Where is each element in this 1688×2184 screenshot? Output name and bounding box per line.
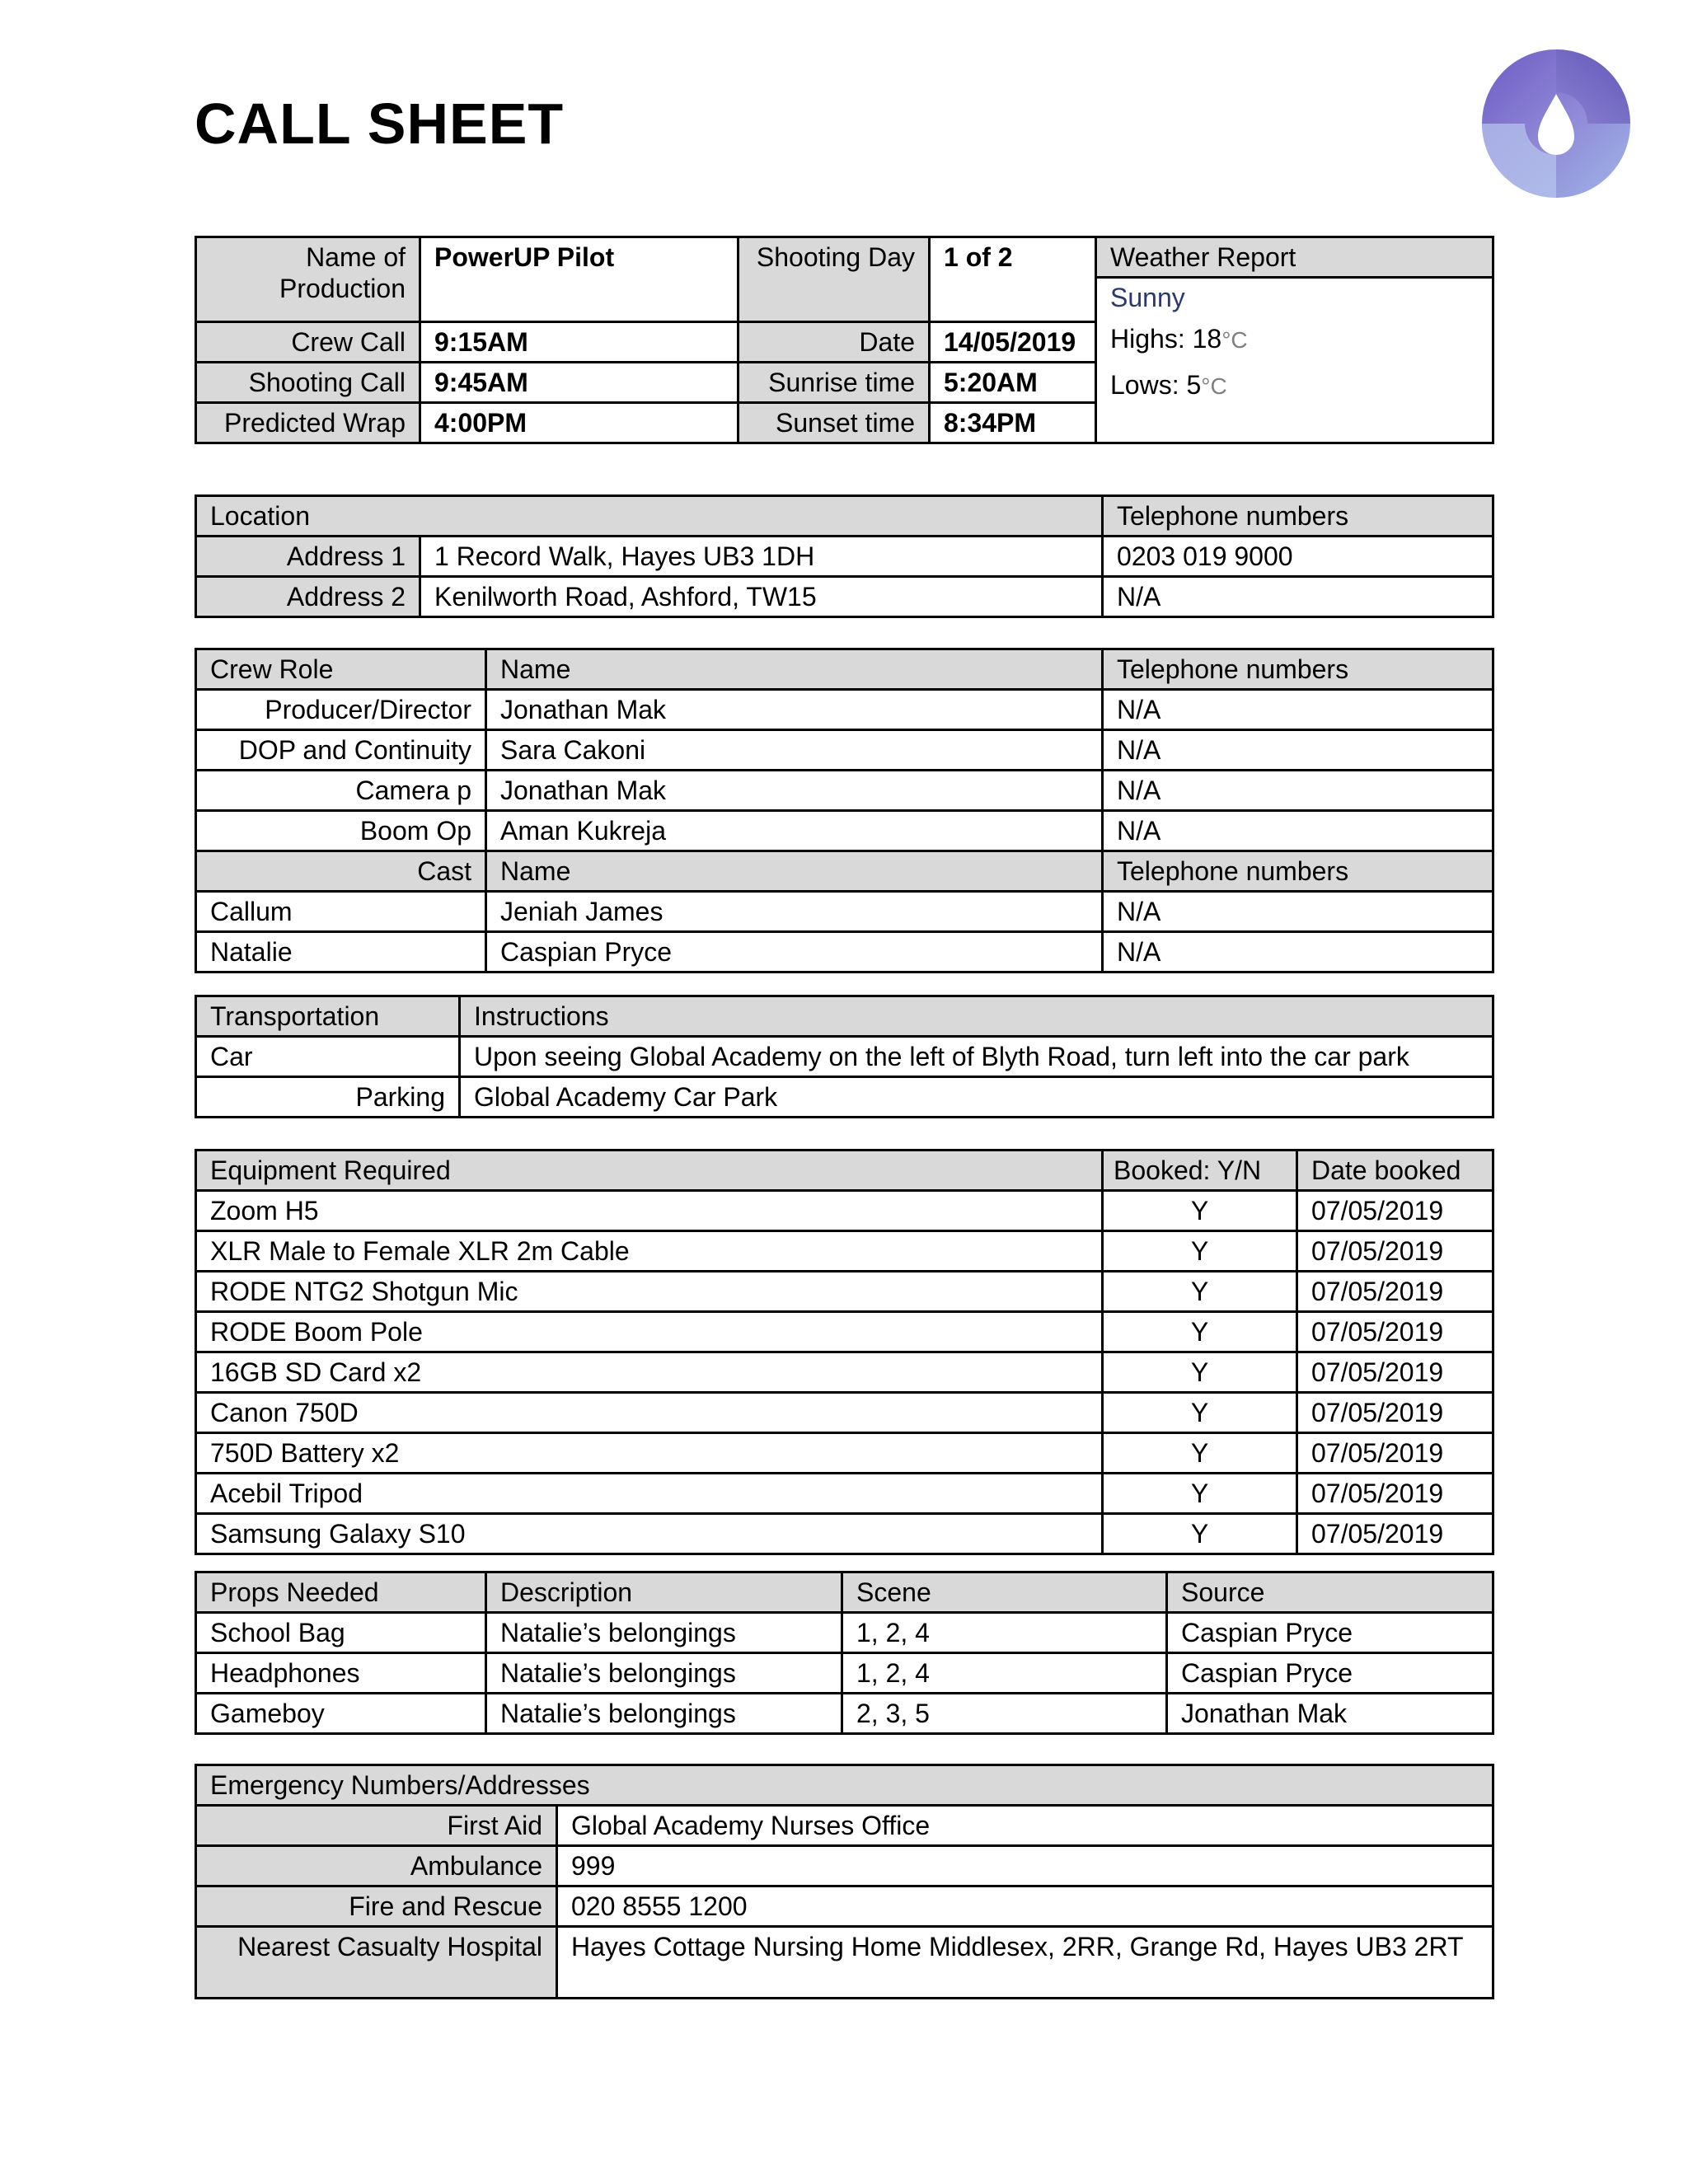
date-booked-header: Date booked — [1297, 1151, 1493, 1191]
equipment-booked: Y — [1103, 1312, 1297, 1352]
predicted-wrap-label: Predicted Wrap — [196, 403, 420, 443]
prop-scene: 1, 2, 4 — [842, 1653, 1167, 1694]
props-source-header: Source — [1167, 1572, 1493, 1613]
shooting-call-value: 9:45AM — [420, 363, 738, 403]
table-row — [196, 1352, 1493, 1393]
equipment-item: 750D Battery x2 — [196, 1433, 1103, 1474]
address-2-label: Address 2 — [196, 577, 420, 617]
car-instructions: Upon seeing Global Academy on the left of Blyth Road, turn left into the car park — [460, 1037, 1493, 1077]
sunset-value: 8:34PM — [930, 403, 1096, 443]
cast-phone: N/A — [1103, 892, 1493, 932]
equipment-booked: Y — [1103, 1231, 1297, 1272]
weather-lows-label: Lows: — [1110, 370, 1179, 400]
first-aid-label: First Aid — [196, 1806, 557, 1846]
shooting-call-label: Shooting Call — [196, 363, 420, 403]
equipment-booked: Y — [1103, 1393, 1297, 1433]
address-1-value: 1 Record Walk, Hayes UB3 1DH — [420, 537, 1103, 577]
table-row — [196, 1653, 1493, 1694]
table-row — [196, 1393, 1493, 1433]
cast-name-header: Name — [486, 851, 1103, 892]
equipment-item: Canon 750D — [196, 1393, 1103, 1433]
weather-highs — [1097, 316, 1492, 363]
fire-rescue-value: 020 8555 1200 — [557, 1886, 1493, 1927]
prop-description: Natalie’s belongings — [486, 1653, 842, 1694]
crew-phone: N/A — [1103, 771, 1493, 811]
weather-condition: Sunny — [1110, 283, 1185, 312]
crew-phone: N/A — [1103, 730, 1493, 771]
hospital-label: Nearest Casualty Hospital — [196, 1927, 557, 1999]
address-1-phone: 0203 019 9000 — [1103, 537, 1493, 577]
table-row — [196, 1806, 1493, 1846]
prop-description: Natalie’s belongings — [486, 1613, 842, 1653]
equipment-item: XLR Male to Female XLR 2m Cable — [196, 1231, 1103, 1272]
booked-header: Booked: Y/N — [1103, 1151, 1297, 1191]
prop-source: Caspian Pryce — [1167, 1613, 1493, 1653]
first-aid-value: Global Academy Nurses Office — [557, 1806, 1493, 1846]
crew-phone: N/A — [1103, 690, 1493, 730]
location-header: Location — [196, 496, 1103, 537]
table-row — [196, 690, 1493, 730]
production-table — [195, 236, 1494, 444]
cast-role: Natalie — [196, 932, 486, 972]
address-1-label: Address 1 — [196, 537, 420, 577]
table-row — [196, 1433, 1493, 1474]
table-row — [196, 771, 1493, 811]
equipment-date: 07/05/2019 — [1297, 1474, 1493, 1514]
cast-header: Cast — [196, 851, 486, 892]
date-value: 14/05/2019 — [930, 322, 1096, 363]
weather-highs-value: 18 — [1192, 324, 1222, 354]
ambulance-label: Ambulance — [196, 1846, 557, 1886]
table-row — [196, 1037, 1493, 1077]
prop-description: Natalie’s belongings — [486, 1694, 842, 1734]
celsius-unit: °C — [1221, 327, 1248, 353]
prop-item: School Bag — [196, 1613, 486, 1653]
weather-report — [1096, 237, 1493, 443]
crew-name: Sara Cakoni — [486, 730, 1103, 771]
crew-role-header: Crew Role — [196, 649, 486, 690]
ambulance-value: 999 — [557, 1846, 1493, 1886]
equipment-item: RODE NTG2 Shotgun Mic — [196, 1272, 1103, 1312]
equipment-booked: Y — [1103, 1352, 1297, 1393]
equipment-table — [195, 1149, 1494, 1555]
weather-lows-value: 5 — [1186, 370, 1202, 400]
shooting-day-value: 1 of 2 — [930, 237, 1096, 322]
table-row — [196, 1474, 1493, 1514]
instructions-header: Instructions — [460, 996, 1493, 1037]
transport-header: Transportation — [196, 996, 460, 1037]
parking-label: Parking — [196, 1077, 460, 1118]
address-2-phone: N/A — [1103, 577, 1493, 617]
table-row — [196, 892, 1493, 932]
cast-phone-header: Telephone numbers — [1103, 851, 1493, 892]
equipment-item: Samsung Galaxy S10 — [196, 1514, 1103, 1554]
prop-item: Headphones — [196, 1653, 486, 1694]
props-scene-header: Scene — [842, 1572, 1167, 1613]
parking-value: Global Academy Car Park — [460, 1077, 1493, 1118]
equipment-date: 07/05/2019 — [1297, 1312, 1493, 1352]
table-row — [196, 1927, 1493, 1999]
crew-call-value: 9:15AM — [420, 322, 738, 363]
date-label: Date — [738, 322, 930, 363]
transport-table — [195, 995, 1494, 1118]
cast-name: Caspian Pryce — [486, 932, 1103, 972]
emergency-table — [195, 1764, 1494, 1999]
cast-phone: N/A — [1103, 932, 1493, 972]
table-row — [196, 1694, 1493, 1734]
equipment-booked: Y — [1103, 1272, 1297, 1312]
car-label: Car — [196, 1037, 460, 1077]
table-row — [196, 1886, 1493, 1927]
equipment-header: Equipment Required — [196, 1151, 1103, 1191]
fire-rescue-label: Fire and Rescue — [196, 1886, 557, 1927]
equipment-item: 16GB SD Card x2 — [196, 1352, 1103, 1393]
weather-highs-label: Highs: — [1110, 324, 1185, 354]
location-phone-header: Telephone numbers — [1103, 496, 1493, 537]
props-table — [195, 1571, 1494, 1735]
crew-name: Jonathan Mak — [486, 771, 1103, 811]
table-row — [196, 1312, 1493, 1352]
hospital-value: Hayes Cottage Nursing Home Middlesex, 2RR, Grange Rd, Hayes UB3 2RT — [557, 1927, 1493, 1999]
crew-phone: N/A — [1103, 811, 1493, 851]
equipment-date: 07/05/2019 — [1297, 1433, 1493, 1474]
equipment-booked: Y — [1103, 1474, 1297, 1514]
prop-scene: 2, 3, 5 — [842, 1694, 1167, 1734]
table-row — [196, 1191, 1493, 1231]
table-row — [196, 730, 1493, 771]
table-row — [196, 1231, 1493, 1272]
crew-role: Producer/Director — [196, 690, 486, 730]
sunrise-label: Sunrise time — [738, 363, 930, 403]
shooting-day-label: Shooting Day — [738, 237, 930, 322]
cast-role: Callum — [196, 892, 486, 932]
weather-lows — [1097, 363, 1492, 409]
crew-name: Aman Kukreja — [486, 811, 1103, 851]
equipment-date: 07/05/2019 — [1297, 1272, 1493, 1312]
table-row — [196, 1272, 1493, 1312]
table-row — [196, 577, 1493, 617]
props-description-header: Description — [486, 1572, 842, 1613]
props-header: Props Needed — [196, 1572, 486, 1613]
equipment-date: 07/05/2019 — [1297, 1191, 1493, 1231]
production-name-value: PowerUP Pilot — [420, 237, 738, 322]
equipment-date: 07/05/2019 — [1297, 1393, 1493, 1433]
equipment-item: Acebil Tripod — [196, 1474, 1103, 1514]
prop-item: Gameboy — [196, 1694, 486, 1734]
predicted-wrap-value: 4:00PM — [420, 403, 738, 443]
crew-name-header: Name — [486, 649, 1103, 690]
prop-scene: 1, 2, 4 — [842, 1613, 1167, 1653]
prop-source: Caspian Pryce — [1167, 1653, 1493, 1694]
weather-report-label: Weather Report — [1097, 238, 1492, 279]
page-title: CALL SHEET — [195, 91, 565, 156]
table-row — [196, 1514, 1493, 1554]
table-row — [196, 1077, 1493, 1118]
equipment-booked: Y — [1103, 1191, 1297, 1231]
sunset-label: Sunset time — [738, 403, 930, 443]
crew-name: Jonathan Mak — [486, 690, 1103, 730]
prop-source: Jonathan Mak — [1167, 1694, 1493, 1734]
sunrise-value: 5:20AM — [930, 363, 1096, 403]
equipment-booked: Y — [1103, 1433, 1297, 1474]
equipment-item: Zoom H5 — [196, 1191, 1103, 1231]
crew-call-label: Crew Call — [196, 322, 420, 363]
crew-table — [195, 648, 1494, 973]
crew-role: Camera p — [196, 771, 486, 811]
equipment-date: 07/05/2019 — [1297, 1514, 1493, 1554]
table-row — [196, 932, 1493, 972]
address-2-value: Kenilworth Road, Ashford, TW15 — [420, 577, 1103, 617]
equipment-item: RODE Boom Pole — [196, 1312, 1103, 1352]
equipment-date: 07/05/2019 — [1297, 1231, 1493, 1272]
crew-role: Boom Op — [196, 811, 486, 851]
crew-phone-header: Telephone numbers — [1103, 649, 1493, 690]
table-row — [196, 1846, 1493, 1886]
production-name-label: Name of Production — [196, 237, 420, 322]
location-table — [195, 494, 1494, 618]
crew-role: DOP and Continuity — [196, 730, 486, 771]
celsius-unit: °C — [1201, 373, 1227, 399]
cast-name: Jeniah James — [486, 892, 1103, 932]
droplet-logo-icon — [1480, 48, 1632, 199]
table-row — [196, 537, 1493, 577]
table-row — [196, 1613, 1493, 1653]
emergency-header: Emergency Numbers/Addresses — [196, 1765, 1493, 1806]
equipment-date: 07/05/2019 — [1297, 1352, 1493, 1393]
equipment-booked: Y — [1103, 1514, 1297, 1554]
table-row — [196, 811, 1493, 851]
